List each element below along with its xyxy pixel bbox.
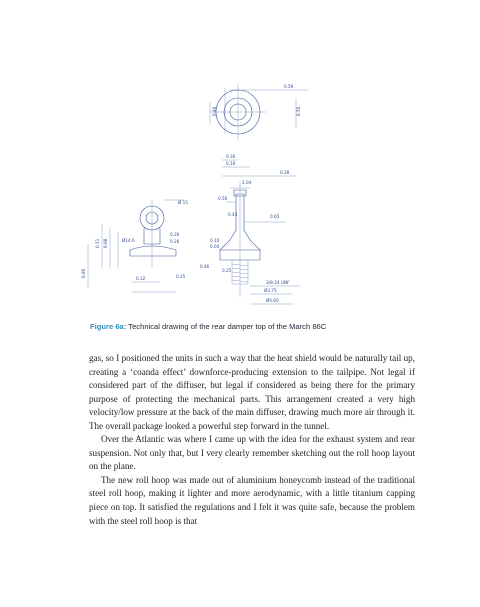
svg-text:Ø14.6: Ø14.6 — [122, 238, 135, 243]
svg-text:Ø 15: Ø 15 — [178, 200, 188, 205]
svg-text:1.04: 1.04 — [242, 180, 252, 185]
svg-text:0.28: 0.28 — [280, 170, 290, 175]
top-view-dim: 0.59 — [284, 84, 294, 89]
figure-caption-text: Technical drawing of the rear damper top of the March 86C — [128, 322, 327, 331]
svg-text:0.26: 0.26 — [170, 239, 180, 244]
paragraph: The new roll hoop was made out of aluminium honeycomb instead of the traditional steel roll hoop, making it lighter and more aerodynamic, with a little titanium capping piece on top. It satisfied the regulations and I felt it was quite safe, because the problem with the steel roll hoop is that — [89, 474, 415, 526]
figure-caption — [90, 322, 420, 331]
svg-text:0.25: 0.25 — [176, 274, 186, 279]
figure-label: Figure 6a: — [90, 322, 127, 331]
svg-text:0.46: 0.46 — [200, 264, 210, 269]
top-view — [210, 84, 308, 176]
svg-text:0.98: 0.98 — [103, 238, 108, 248]
svg-text:0.32: 0.32 — [136, 276, 146, 281]
front-view — [81, 200, 188, 292]
svg-text:0.30: 0.30 — [226, 154, 236, 159]
svg-text:Ø0.60: Ø0.60 — [266, 298, 279, 303]
body-text — [89, 352, 415, 528]
svg-text:0.51: 0.51 — [95, 238, 100, 248]
damper-top-drawing-svg — [60, 72, 350, 312]
svg-text:3/8-24 UNF: 3/8-24 UNF — [266, 280, 290, 285]
front-view-base — [130, 246, 176, 256]
side-view — [200, 180, 300, 304]
svg-text:0.30: 0.30 — [170, 232, 180, 237]
svg-text:0.65: 0.65 — [270, 214, 280, 219]
svg-text:Ø3.75: Ø3.75 — [264, 288, 277, 293]
svg-text:0.50: 0.50 — [218, 196, 228, 201]
svg-text:0.46: 0.46 — [212, 106, 217, 116]
svg-text:0.10: 0.10 — [210, 238, 220, 243]
technical-drawing — [60, 72, 350, 312]
svg-text:0.43: 0.43 — [228, 212, 238, 217]
paragraph: Over the Atlantic was where I came up with the idea for the exhaust system and rear suspension. Not only that, but I very clearly remember sketching out the roll hoop layout on the plane. — [89, 434, 415, 472]
svg-text:0.25: 0.25 — [222, 268, 232, 273]
svg-text:0.16: 0.16 — [226, 161, 236, 166]
svg-text:0.86: 0.86 — [81, 268, 86, 278]
svg-text:0.50: 0.50 — [296, 106, 301, 116]
paragraph: gas, so I positioned the units in such a way that the heat shield would be naturally tail up, creating a ‘coanda effect’ downforce-producing extension to the tailpipe. Not legal if considered part of the diffuser, but legal if considered as being there for the primary purpose of protecting the mechanical parts. This arrangement created a very high velocity/low pressure at the back of the main diffuser, drawing much more air through it. The overall package looked a powerful step forward in the tunnel. — [89, 353, 415, 431]
svg-text:0.04: 0.04 — [210, 244, 220, 249]
